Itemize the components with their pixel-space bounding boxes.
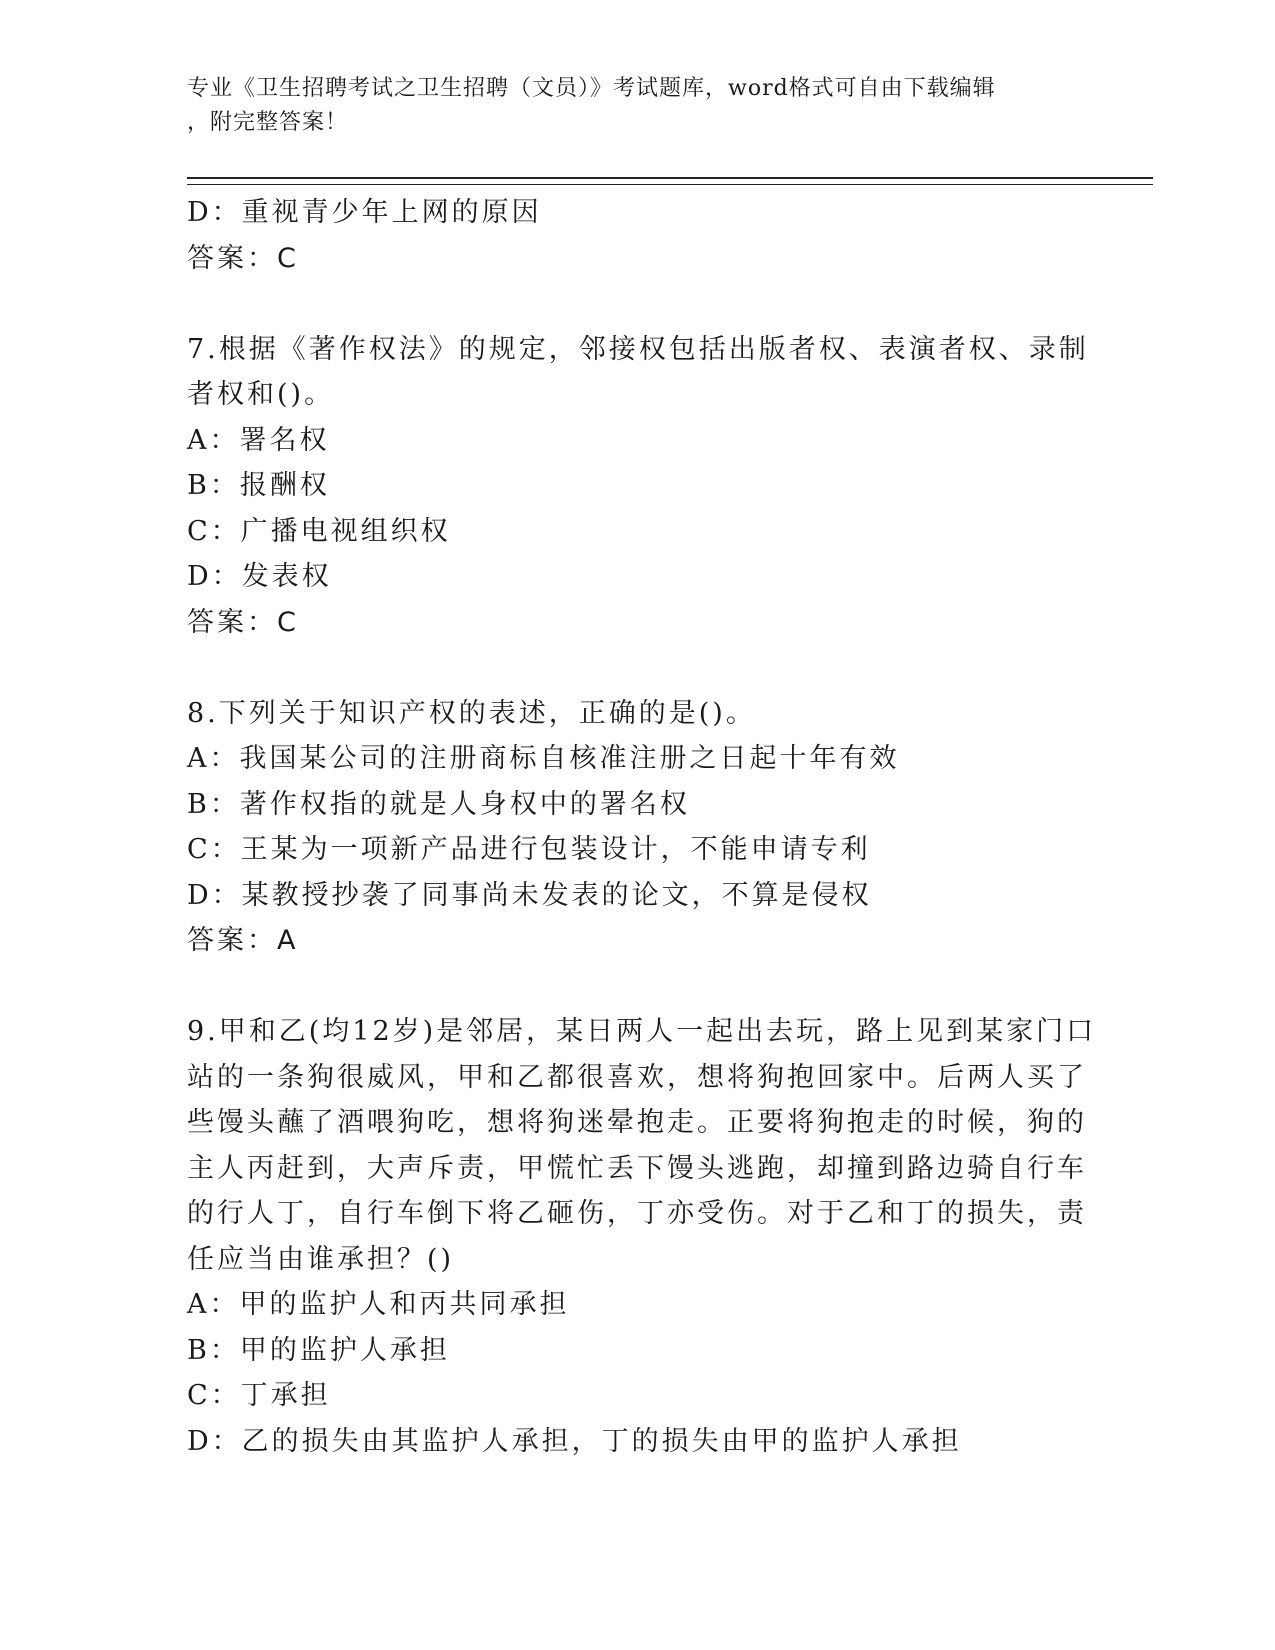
question-content	[187, 190, 1097, 1464]
option-d: D：重视青少年上网的原因	[187, 197, 542, 228]
option-d: D：某教授抄袭了同事尚未发表的论文，不算是侵权	[187, 879, 872, 911]
option-c: C：王某为一项新产品进行包装设计，不能申请专利	[187, 834, 871, 865]
option-a: A：我国某公司的注册商标自核准注册之日起十年有效	[187, 743, 900, 774]
option-d: D：乙的损失由其监护人承担，丁的损失由甲的监护人承担	[187, 1425, 962, 1457]
question-stem-line: 主人丙赶到，大声斥责，甲慌忙丢下馒头逃跑，却撞到路边骑自行车	[187, 1152, 1087, 1184]
question-stem-line: 些馒头蘸了酒喂狗吃，想将狗迷晕抱走。正要将狗抱走的时候，狗的	[187, 1107, 1087, 1138]
option-d: D：发表权	[187, 561, 332, 592]
header-rule-thick	[187, 177, 1153, 179]
option-b: B：甲的监护人承担	[187, 1334, 450, 1366]
question-9	[187, 1009, 1097, 1464]
answer: 答案：C	[187, 606, 299, 638]
option-a: A：署名权	[187, 424, 330, 456]
question-stem-line: 7.根据《著作权法》的规定，邻接权包括出版者权、表演者权、录制	[187, 333, 1089, 365]
header-line-1: 专业《卫生招聘考试之卫生招聘（文员）》考试题库，word格式可自由下载编辑	[187, 76, 996, 101]
document-header	[187, 72, 1077, 140]
question-stem-line: 者权和()。	[187, 379, 335, 410]
question-7	[187, 327, 1089, 646]
question-stem-line: 的行人丁，自行车倒下将乙砸伤，丁亦受伤。对于乙和丁的损失，责	[187, 1198, 1087, 1229]
question-stem-line: 8.下列关于知识产权的表述，正确的是()。	[187, 697, 756, 729]
spacer	[187, 645, 1077, 691]
option-c: C：广播电视组织权	[187, 515, 451, 547]
answer: 答案：A	[187, 925, 299, 956]
option-a: A：甲的监护人和丙共同承担	[187, 1289, 570, 1320]
question-stem-line: 9.甲和乙(均12岁)是邻居，某日两人一起出去玩，路上见到某家门口	[187, 1016, 1097, 1047]
question-stem-line: 任应当由谁承担？()	[187, 1243, 455, 1275]
question-stem-line: 站的一条狗很威风，甲和乙都很喜欢，想将狗抱回家中。后两人买了	[187, 1061, 1087, 1093]
option-b: B：报酬权	[187, 470, 330, 501]
header-rule-thin	[187, 184, 1153, 185]
spacer	[187, 281, 1077, 327]
spacer	[187, 964, 1077, 1010]
option-c: C：丁承担	[187, 1380, 331, 1411]
option-b: B：著作权指的就是人身权中的署名权	[187, 788, 690, 820]
header-line-2: ，附完整答案！	[187, 110, 349, 135]
answer: 答案：C	[187, 242, 299, 274]
question-8	[187, 691, 1077, 964]
